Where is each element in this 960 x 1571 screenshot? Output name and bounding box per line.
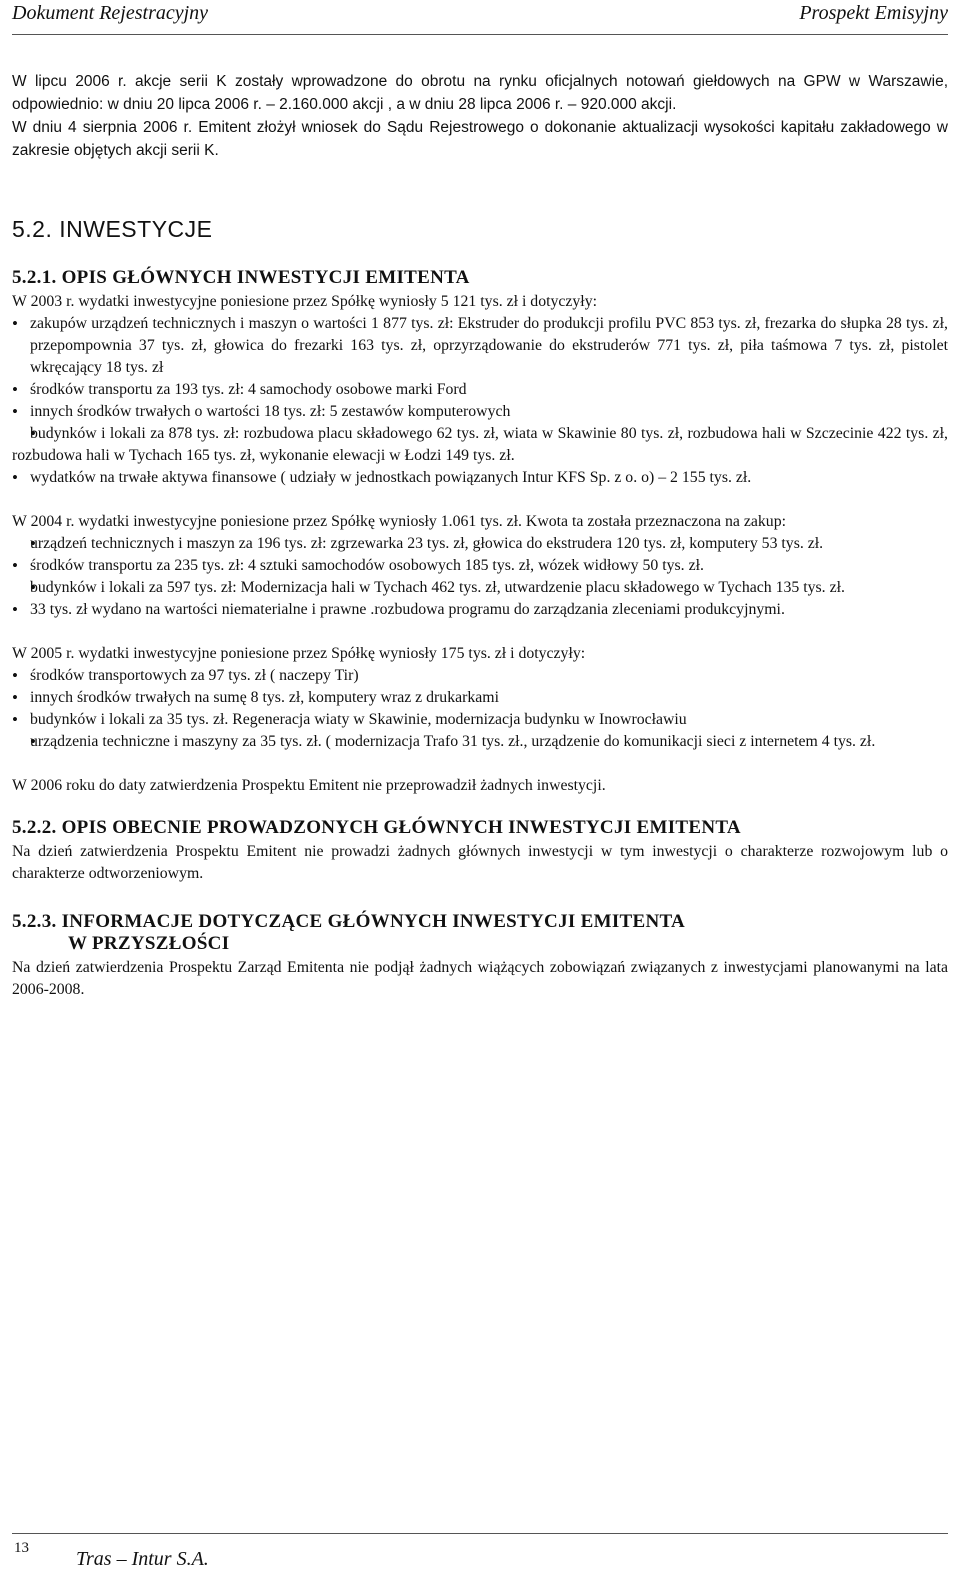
list-item: • urządzenia techniczne i maszyny za 35 tys. zł. ( modernizacja Trafo 31 tys. zł., urządzenie do komunikacji sieci z internetem 4 tys. zł. xyxy=(12,731,948,753)
list-item: • budynków i lokali za 597 tys. zł: Modernizacja hali w Tychach 462 tys. zł, utwardzenie placu składowego w Tychach 135 tys. zł. xyxy=(12,577,948,599)
heading-5-2-3: 5.2.3. INFORMACJE DOTYCZĄCE GŁÓWNYCH INWESTYCJI EMITENTA xyxy=(12,911,686,932)
list-item: • środków transportowych za 97 tys. zł ( naczepy Tir) xyxy=(12,665,948,687)
paragraph-2004: W 2004 r. wydatki inwestycyjne poniesione przez Spółkę wyniosły 1.061 tys. zł. Kwota ta została przeznaczona na zakup: xyxy=(12,513,786,530)
paragraph-2005: W 2005 r. wydatki inwestycyjne poniesione przez Spółkę wyniosły 175 tys. zł i dotyczyły: xyxy=(12,645,586,662)
header-prospectus-title: Prospekt Emisyjny xyxy=(799,2,948,24)
list-item: • środków transportu za 235 tys. zł: 4 sztuki samochodów osobowych 185 tys. zł, wózek widłowy 50 tys. zł. xyxy=(12,555,948,577)
intro-paragraph-1: W lipcu 2006 r. akcje serii K zostały wprowadzone do obrotu na rynku oficjalnych notowań giełdowych na GPW w Warszawie, odpowiednio: w dniu 20 lipca 2006 r. – 2.160.000 akcji , a w dniu 28 lipca 2006 r. – 920.000 akcji. xyxy=(12,73,948,113)
list-item: • urządzeń technicznych i maszyn za 196 tys. zł: zgrzewarka 23 tys. zł, głowica do ekstrudera 120 tys. zł, komputery 53 tys. zł. xyxy=(12,533,948,555)
list-item: • budynków i lokali za 35 tys. zł. Regeneracja wiaty w Skawinie, modernizacja budynku w Inowrocławiu xyxy=(12,709,948,731)
heading-5-2-3-continued: W PRZYSZŁOŚCI xyxy=(68,933,230,954)
list-item: • środków transportu za 193 tys. zł: 4 samochody osobowe marki Ford xyxy=(12,379,948,401)
list-2004 xyxy=(12,533,948,621)
heading-5-2-1: 5.2.1. OPIS GŁÓWNYCH INWESTYCJI EMITENTA xyxy=(12,267,470,288)
header-document-title: Dokument Rejestracyjny xyxy=(12,2,209,24)
list-2005 xyxy=(12,665,948,753)
page-header xyxy=(12,0,948,35)
list-item: • zakupów urządzeń technicznych i maszyn o wartości 1 877 tys. zł: Ekstruder do produkcji profilu PVC 853 tys. zł, frezarka do słupka 28 tys. zł, przepompownia 37 tys. zł, głowica do frezarki 163 tys. zł, oprzyrządowanie do ekstruderów 771 tys. zł, piła taśmowa 7 tys. zł, pistolet wkręcający 18 tys. zł xyxy=(12,313,948,379)
page-number: 13 xyxy=(14,1540,29,1556)
section-heading-investments: 5.2. INWESTYCJE xyxy=(12,216,213,242)
heading-5-2-2: 5.2.2. OPIS OBECNIE PROWADZONYCH GŁÓWNYCH INWESTYCJI EMITENTA xyxy=(12,817,741,838)
list-item: • innych środków trwałych o wartości 18 tys. zł: 5 zestawów komputerowych xyxy=(12,401,948,423)
list-item: • budynków i lokali za 878 tys. zł: rozbudowa placu składowego 62 tys. zł, wiata w Skawinie 80 tys. zł, rozbudowa hali w Szczecinie 422 tys. zł, rozbudowa hali w Tychach 165 tys. zł, wykonanie elewacji w Łodzi 149 tys. zł. xyxy=(12,423,948,467)
intro-paragraph-2: W dniu 4 sierpnia 2006 r. Emitent złożył wniosek do Sądu Rejestrowego o dokonanie aktualizacji wysokości kapitału zakładowego w zakresie objętych akcji serii K. xyxy=(12,119,948,159)
paragraph-5-2-2: Na dzień zatwierdzenia Prospektu Emitent nie prowadzi żadnych głównych inwestycji w tym inwestycji o charakterze rozwojowym lub o charakterze odtworzeniowym. xyxy=(12,843,948,882)
paragraph-5-2-3: Na dzień zatwierdzenia Prospektu Zarząd Emitenta nie podjął żadnych wiążących zobowiązań związanych z inwestycjami planowanymi na lata 2006-2008. xyxy=(12,959,948,998)
paragraph-2003: W 2003 r. wydatki inwestycyjne poniesione przez Spółkę wyniosły 5 121 tys. zł i dotyczyły: xyxy=(12,293,597,310)
list-item: • 33 tys. zł wydano na wartości niematerialne i prawne .rozbudowa programu do zarządzania zleceniami produkcyjnymi. xyxy=(12,599,948,621)
list-item: • innych środków trwałych na sumę 8 tys. zł, komputery wraz z drukarkami xyxy=(12,687,948,709)
page-footer xyxy=(12,1533,948,1568)
page-content xyxy=(12,70,948,1001)
list-2003 xyxy=(12,313,948,489)
list-item: • wydatków na trwałe aktywa finansowe ( udziały w jednostkach powiązanych Intur KFS Sp. z o. o) – 2 155 tys. zł. xyxy=(12,467,948,489)
company-name: Tras – Intur S.A. xyxy=(76,1548,209,1570)
paragraph-2006: W 2006 roku do daty zatwierdzenia Prospektu Emitent nie przeprowadził żadnych inwestycji. xyxy=(12,777,606,794)
